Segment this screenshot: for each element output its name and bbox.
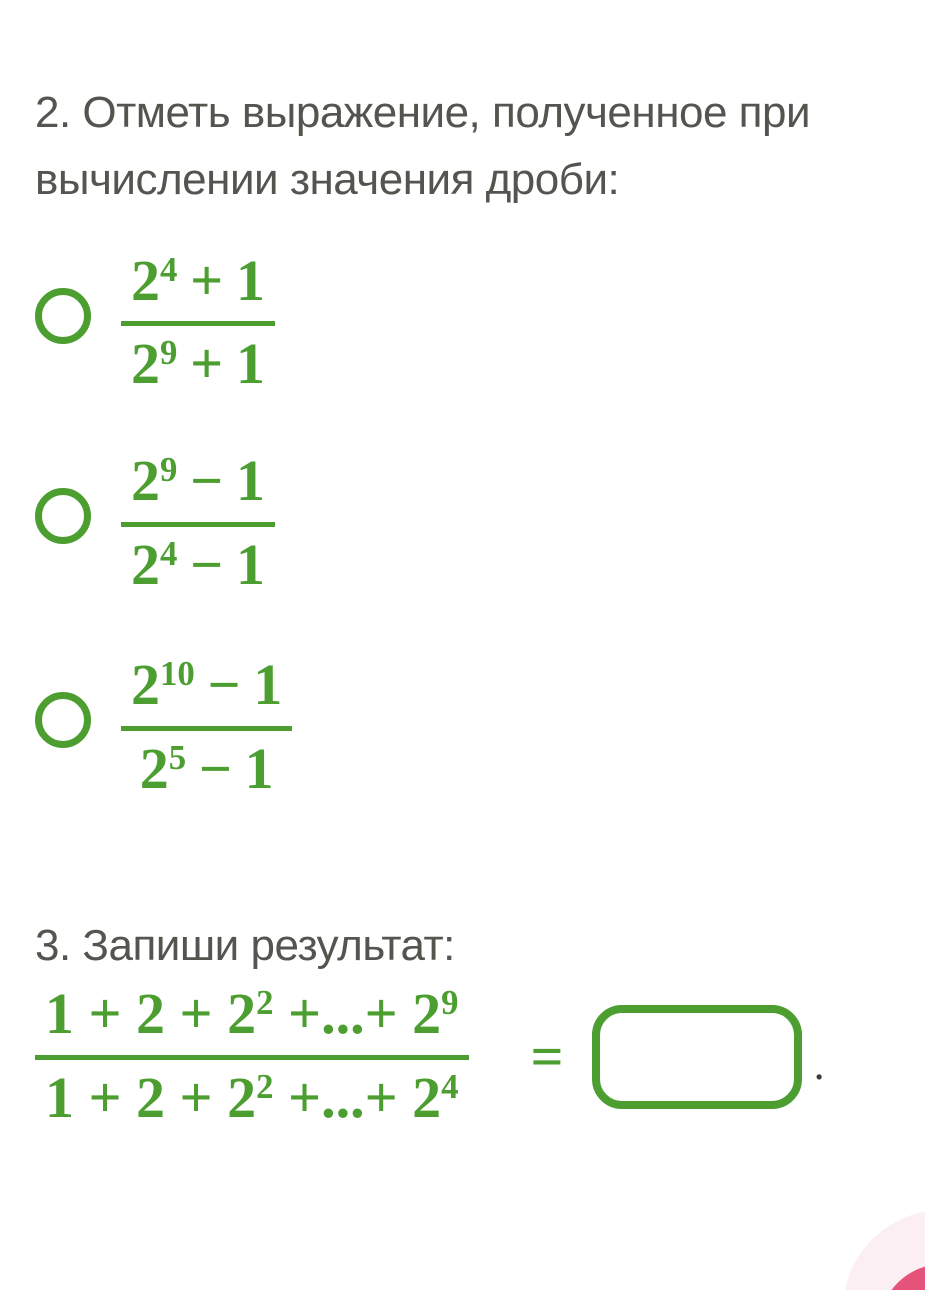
math-base: 2 bbox=[131, 448, 160, 513]
math-base: 2 bbox=[131, 652, 160, 718]
fraction-option-1 bbox=[121, 248, 275, 398]
fraction-numerator bbox=[121, 248, 275, 322]
math-series-lead: 1 + 2 + 2 bbox=[45, 1065, 257, 1130]
math-operand: 1 bbox=[253, 652, 283, 718]
fraction-denominator bbox=[35, 1055, 469, 1132]
equals-sign: = bbox=[530, 1023, 564, 1089]
math-base: 2 bbox=[131, 531, 160, 597]
answer-input[interactable] bbox=[592, 1005, 802, 1109]
math-operator: − bbox=[198, 735, 232, 801]
radio-button-option-3[interactable] bbox=[35, 692, 91, 748]
math-exponent: 9 bbox=[441, 983, 459, 1023]
radio-button-option-2[interactable] bbox=[35, 488, 91, 544]
fraction-denominator bbox=[121, 522, 275, 599]
answer-option-2 bbox=[35, 448, 925, 598]
fraction-denominator bbox=[121, 321, 275, 398]
math-exponent: 4 bbox=[441, 1066, 459, 1106]
result-row bbox=[35, 981, 925, 1131]
math-exponent: 9 bbox=[160, 333, 178, 373]
fraction-option-2 bbox=[121, 448, 275, 598]
math-series-lead: 1 + 2 + 2 bbox=[45, 981, 257, 1047]
math-base: 2 bbox=[131, 331, 160, 397]
fraction-numerator bbox=[35, 981, 469, 1055]
math-operator: − bbox=[190, 448, 224, 513]
math-series-mid: +...+ 2 bbox=[273, 1065, 442, 1130]
question2-title: 2. Отметь выражение, полученное при вычислении значения дроби: bbox=[35, 88, 811, 204]
math-operand: 1 bbox=[235, 448, 265, 513]
math-exponent: 2 bbox=[256, 983, 274, 1023]
fraction-denominator bbox=[121, 726, 292, 803]
math-exponent: 5 bbox=[168, 737, 187, 777]
question3-title: 3. Запиши результат: bbox=[35, 920, 455, 970]
math-base: 2 bbox=[131, 247, 160, 313]
math-exponent: 10 bbox=[160, 654, 195, 694]
math-series-mid: +...+ 2 bbox=[273, 981, 442, 1047]
radio-button-option-1[interactable] bbox=[35, 288, 91, 344]
math-operand: 1 bbox=[244, 735, 274, 801]
result-fraction bbox=[35, 981, 469, 1131]
math-base: 2 bbox=[139, 735, 169, 801]
period-text: . bbox=[813, 1040, 825, 1089]
math-operator: + bbox=[190, 331, 224, 397]
math-operand: 1 bbox=[235, 247, 265, 313]
math-operator: + bbox=[190, 247, 224, 313]
math-operand: 1 bbox=[235, 531, 265, 597]
answer-option-1 bbox=[35, 248, 925, 398]
math-exponent: 4 bbox=[160, 249, 178, 289]
math-operator: − bbox=[190, 531, 224, 597]
math-exponent: 4 bbox=[160, 533, 178, 573]
fraction-numerator bbox=[121, 448, 275, 522]
math-operator: − bbox=[207, 652, 241, 718]
math-exponent: 2 bbox=[256, 1066, 274, 1106]
answer-option-3 bbox=[35, 652, 925, 802]
math-exponent: 9 bbox=[160, 449, 178, 489]
fraction-option-3 bbox=[121, 652, 292, 802]
fraction-numerator bbox=[121, 652, 292, 726]
math-operand: 1 bbox=[235, 331, 265, 397]
